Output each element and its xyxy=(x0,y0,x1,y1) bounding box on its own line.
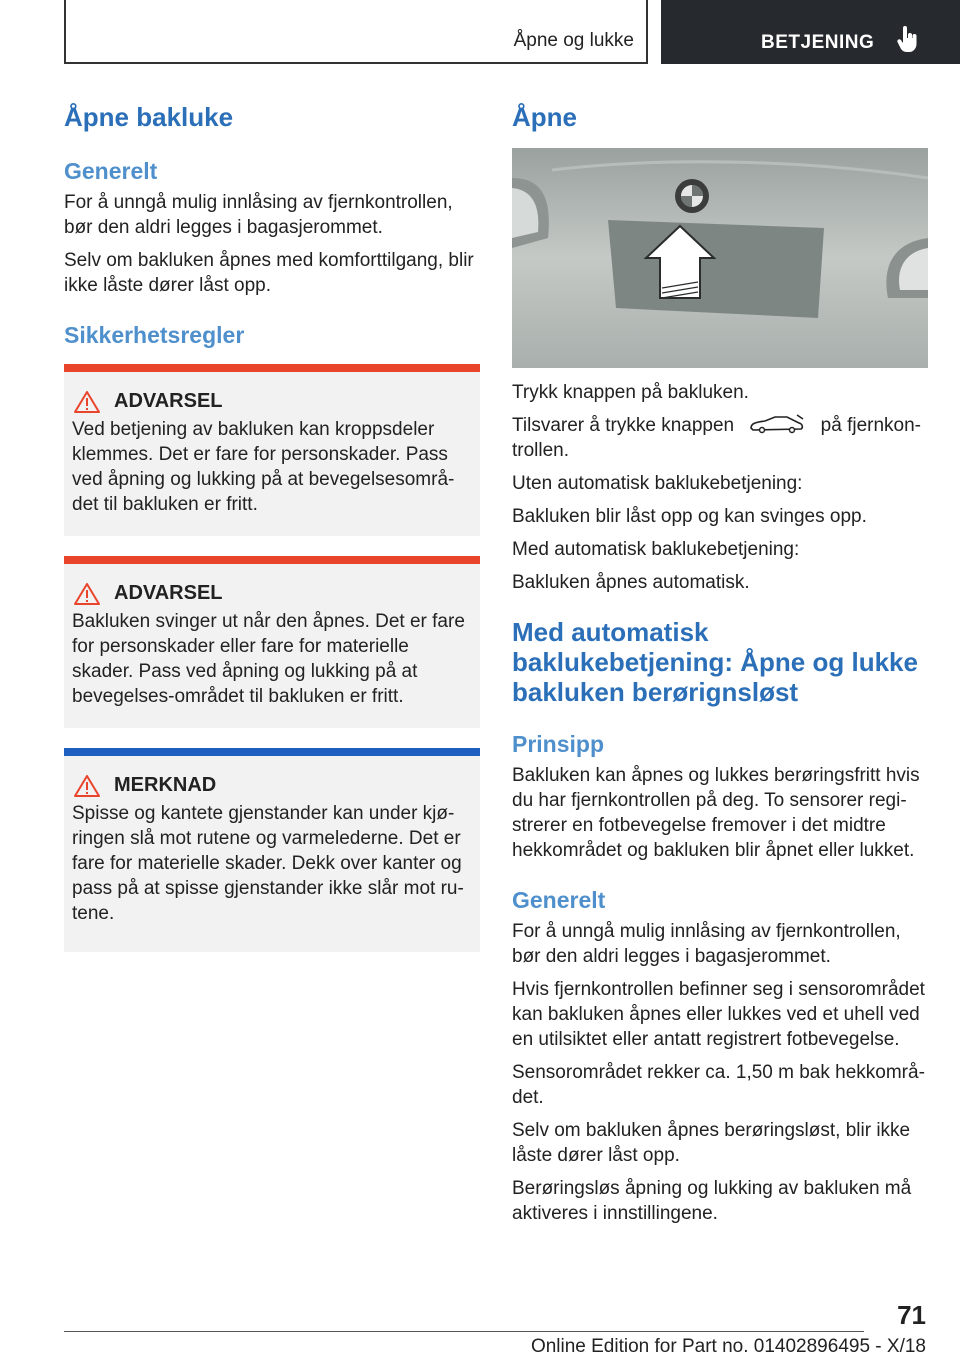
with-auto-text: Med automatisk baklukebetjening: xyxy=(512,539,800,560)
footer-edition: Online Edition for Part no. 01402896495 - X/18 xyxy=(530,1336,926,1357)
warning-triangle-icon xyxy=(74,391,100,413)
header-chapter-title: BETJENING xyxy=(761,32,875,53)
warning-triangle-icon xyxy=(74,775,100,797)
principle-paragraph: Bakluken kan åpnes og lukkes berøringsfritt hvis du har fjernkontrollen på deg. To sensorer regi-strerer en fotbevegelse fremover i det midtre hekkområdet og bakluken blir åpnet eller lukket. xyxy=(512,765,920,861)
notice-text: Spisse og kantete gjenstander kan under kjø-ringen slå mot rutene og varmelederne. Det er fare for materielle skader. Dekk over kanter og pass på at spisse gjenstander ikke slår mot ru-tene. xyxy=(72,803,464,924)
general-right-paragraph-2: Hvis fjernkontrollen befinner seg i sensorområdet kan bakluken åpnes eller lukkes ved et uhell ved en utilsiktet eller antatt registrert fotbevegelse. xyxy=(512,979,925,1050)
general-right-paragraph-1: For å unngå mulig innlåsing av fjernkontrollen, bør den aldri legges i bagasjerommet. xyxy=(512,921,901,967)
general-right-paragraph-3: Sensorområdet rekker ca. 1,50 m bak hekkområ-det. xyxy=(512,1062,925,1108)
equivalent-text-end: på fjernkon-trollen. xyxy=(512,415,922,461)
header-section-box xyxy=(64,0,648,64)
car-trunk-icon xyxy=(747,413,807,435)
warning-triangle-icon xyxy=(74,583,100,605)
header-chapter-box xyxy=(661,0,960,64)
with-auto-result: Bakluken åpnes automatisk. xyxy=(512,572,750,593)
general-paragraph-2: Selv om bakluken åpnes med komforttilgang, blir ikke låste dører låst opp. xyxy=(64,250,474,296)
notice-bar xyxy=(64,748,480,756)
press-text: Trykk knappen på bakluken. xyxy=(512,382,749,403)
general-paragraph-1: For å unngå mulig innlåsing av fjernkontrollen, bør den aldri legges i bagasjerommet. xyxy=(64,192,453,238)
notice-label: MERKNAD xyxy=(114,774,217,796)
trunk-photo xyxy=(512,148,928,368)
warning-box-1 xyxy=(64,364,480,536)
without-auto-result: Bakluken blir låst opp og kan svinges opp. xyxy=(512,506,867,527)
general-right-paragraph-4: Selv om bakluken åpnes berøringsløst, blir ikke låste dører låst opp. xyxy=(512,1120,911,1166)
page-title: Åpne bakluke xyxy=(64,102,234,132)
warning-text: Ved betjening av bakluken kan kroppsdeler klemmes. Det er fare for personskader. Pass ved åpning og lukking på at bevegelsesområ-det til bakluken er fritt. xyxy=(72,419,455,515)
auto-tailgate-heading: Med automatisk baklukebetjening: Åpne og lukke bakluken berørignsløst xyxy=(512,617,918,707)
equivalent-text-start: Tilsvarer å trykke knappen xyxy=(512,415,735,436)
without-auto-text: Uten automatisk baklukebetjening: xyxy=(512,473,803,494)
header-section-title: Åpne og lukke xyxy=(513,30,634,51)
warning-text: Bakluken svinger ut når den åpnes. Det er fare for personskader eller fare for materielle skader. Pass ved åpning og lukking på at bevegelses-området til bakluken er fritt. xyxy=(72,611,465,707)
principle-heading: Prinsipp xyxy=(512,731,605,757)
warning-box-2 xyxy=(64,556,480,728)
right-column xyxy=(512,100,928,1226)
trunk-illustration xyxy=(512,148,928,368)
warning-bar xyxy=(64,364,480,372)
notice-box xyxy=(64,748,480,952)
open-heading: Åpne xyxy=(512,102,577,132)
general-heading-right: Generelt xyxy=(512,887,606,913)
general-right-paragraph-5: Berøringsløs åpning og lukking av bakluken må aktiveres i innstillingene. xyxy=(512,1178,912,1224)
warning-label: ADVARSEL xyxy=(114,582,223,604)
left-column xyxy=(64,100,480,952)
hand-pointer-icon xyxy=(897,26,919,54)
general-heading: Generelt xyxy=(64,158,158,184)
footer-divider xyxy=(64,1331,864,1332)
warning-bar xyxy=(64,556,480,564)
warning-label: ADVARSEL xyxy=(114,390,223,412)
page-number: 71 xyxy=(897,1300,926,1330)
safety-heading: Sikkerhetsregler xyxy=(64,322,245,348)
equivalent-text xyxy=(512,413,928,463)
